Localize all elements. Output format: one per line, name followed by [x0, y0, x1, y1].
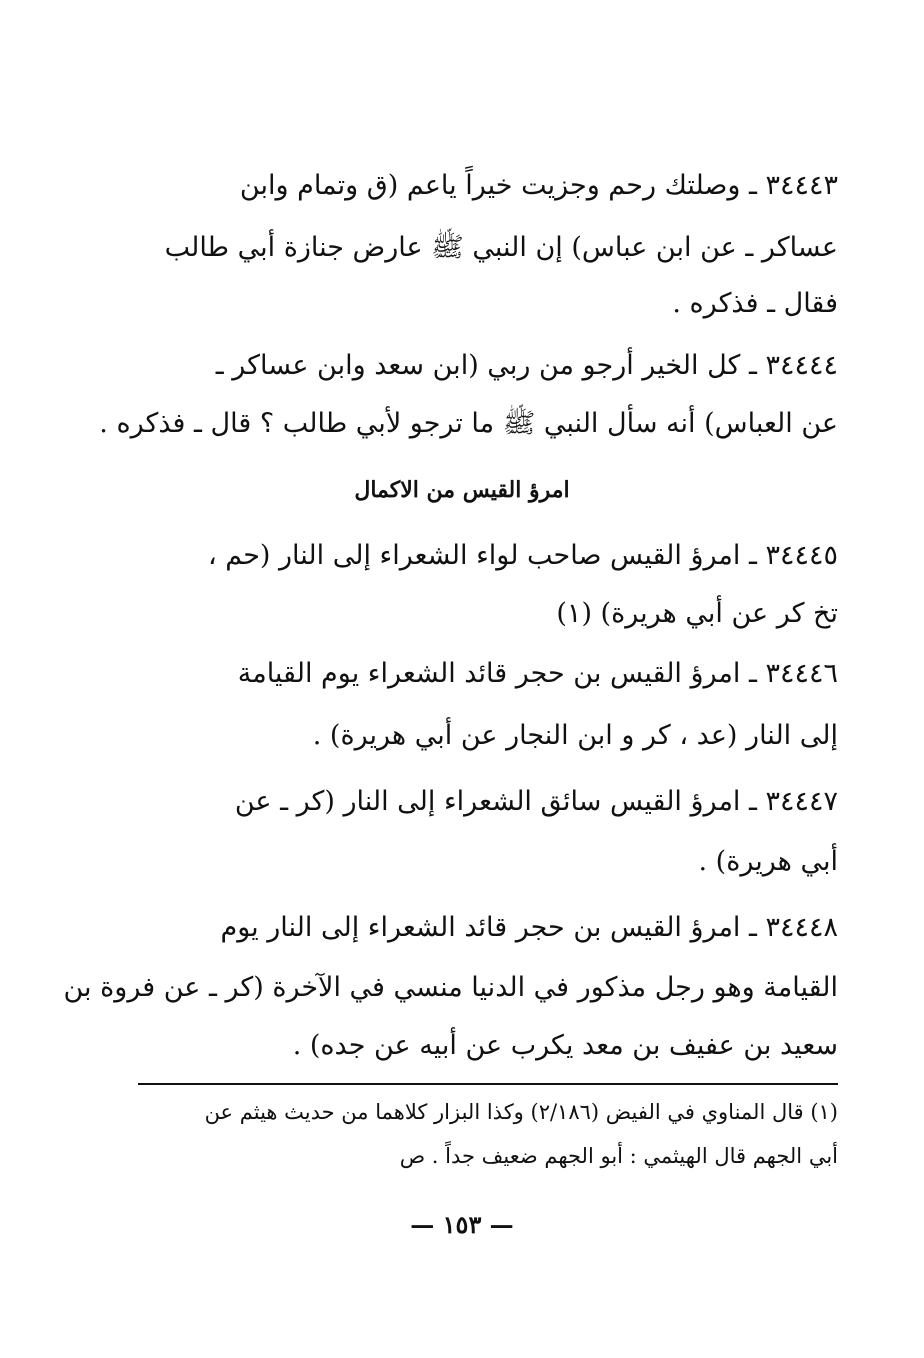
page-number: — ١٥٣ —: [410, 1210, 514, 1239]
footnote-line-2: أبي الجهم قال الهيثمي : أبو الجهم ضعيف جداً . ص: [399, 1144, 838, 1168]
hadith-34443-line-1: ٣٤٤٤٣ ـ وصلتك رحم وجزيت خيراً ياعم (ق وتمام وابن: [239, 170, 838, 201]
hadith-34445-line-1: ٣٤٤٤٥ ـ امرؤ القيس صاحب لواء الشعراء إلى النار (حم ،: [207, 540, 838, 571]
hadith-34448-line-2: القيامة وهو رجل مذكور في الدنيا منسي في الآخرة (كر ـ عن فروة بن: [63, 972, 838, 1003]
hadith-34448-line-3: سعيد بن عفيف بن معد يكرب عن أبيه عن جده) .: [292, 1030, 838, 1061]
hadith-34447-line-1: ٣٤٤٤٧ ـ امرؤ القيس سائق الشعراء إلى النار (كر ـ عن: [234, 786, 838, 817]
hadith-34443-line-3: فقال ـ فذكره .: [672, 288, 838, 319]
hadith-34445-line-2: تخ كر عن أبي هريرة) (١): [556, 598, 838, 629]
hadith-34446-line-2: إلى النار (عد ، كر و ابن النجار عن أبي هريرة) .: [312, 720, 838, 751]
footnote-line-1: (١) قال المناوي في الفيض (٢/١٨٦) وكذا البزار كلاهما من حديث هيثم عن: [204, 1100, 838, 1124]
footnote-rule: [138, 1083, 838, 1085]
section-heading: امرؤ القيس من الاكمال: [354, 477, 570, 503]
hadith-34444-line-1: ٣٤٤٤٤ ـ كل الخير أرجو من ربي (ابن سعد وابن عساكر ـ: [215, 350, 838, 381]
hadith-34444-line-2: عن العباس) أنه سأل النبي ﷺ ما ترجو لأبي طالب ؟ قال ـ فذكره .: [99, 408, 838, 439]
hadith-34448-line-1: ٣٤٤٤٨ ـ امرؤ القيس بن حجر قائد الشعراء إلى النار يوم: [220, 912, 838, 943]
hadith-34446-line-1: ٣٤٤٤٦ ـ امرؤ القيس بن حجر قائد الشعراء يوم القيامة: [237, 658, 838, 689]
hadith-34443-line-2: عساكر ـ عن ابن عباس) إن النبي ﷺ عارض جنازة أبي طالب: [164, 232, 838, 263]
hadith-34447-line-2: أبي هريرة) .: [698, 846, 838, 877]
